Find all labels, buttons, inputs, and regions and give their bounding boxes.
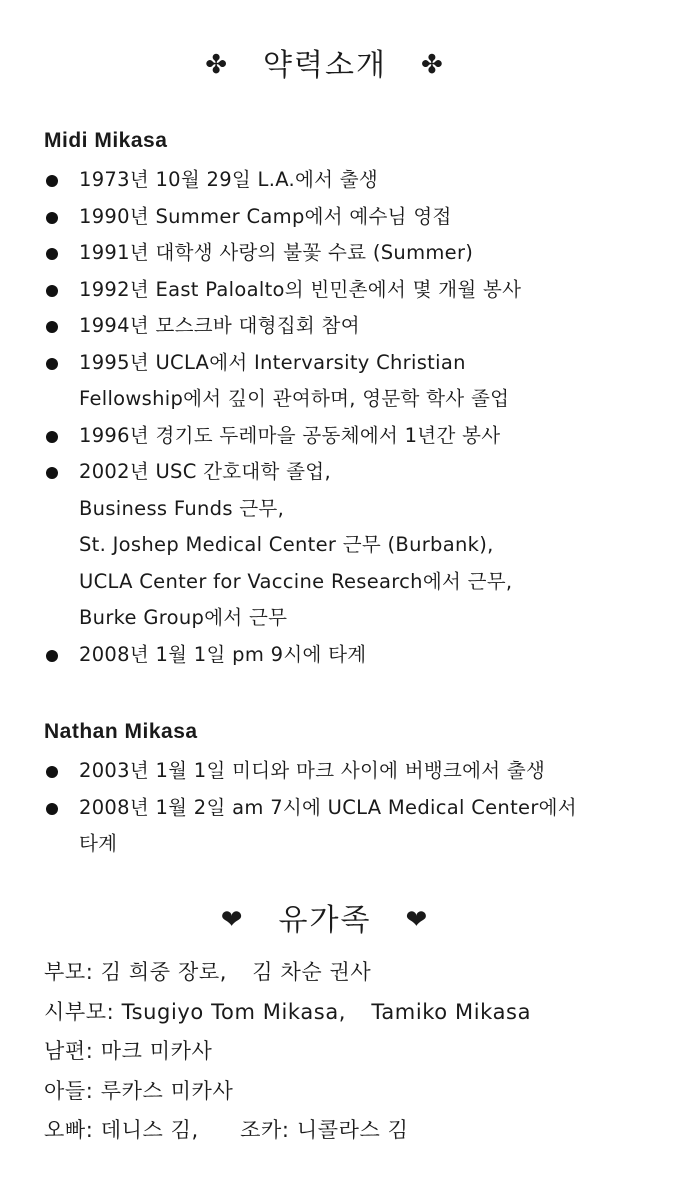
timeline-item-text: 1990년 Summer Camp에서 예수님 영접 <box>79 204 452 228</box>
biography-heading <box>0 40 650 84</box>
timeline-item <box>44 637 664 674</box>
timeline-item-text: 1991년 대학생 사랑의 불꽃 수료 (Summer) <box>79 241 474 264</box>
family-member: 니콜라스 김 <box>296 1118 409 1142</box>
family-member: 김 차순 권사 <box>252 960 372 984</box>
timeline-item-text: 1973년 10월 29일 L.A.에서 출생 <box>79 168 379 191</box>
family-label: 아들: <box>44 1078 94 1103</box>
timeline-item <box>44 753 664 790</box>
family-label: 오빠: <box>44 1118 94 1142</box>
midi-timeline-list <box>44 162 664 673</box>
bullet-icon <box>46 650 58 662</box>
timeline-item-text: 1995년 UCLA에서 Intervarsity Christian <box>79 350 466 374</box>
family-row-in-laws <box>44 993 531 1033</box>
timeline-item <box>44 308 664 345</box>
person-name-midi: Midi Mikasa <box>44 129 168 152</box>
bullet-icon <box>46 212 58 224</box>
timeline-item-text: 1994년 모스크바 대형집회 참여 <box>79 314 360 337</box>
timeline-item-text: 2003년 1월 1일 미디와 마크 사이에 버뱅크에서 출생 <box>79 759 546 782</box>
timeline-item-text: Business Funds 근무, <box>79 496 285 520</box>
family-row-son <box>44 1072 531 1112</box>
family-row-husband <box>44 1032 531 1072</box>
timeline-item-text: 1992년 East Paloalto의 빈민촌에서 몇 개월 봉사 <box>79 277 522 301</box>
family-member: Tamiko Mikasa <box>371 999 532 1024</box>
surviving-family-list <box>44 953 531 1151</box>
clover-ornament-icon: ✤ <box>420 50 445 80</box>
bullet-icon <box>46 467 58 479</box>
timeline-item-text: Burke Group에서 근무 <box>79 606 288 629</box>
timeline-item <box>44 162 664 199</box>
heart-ornament-icon: ❤ <box>220 905 245 935</box>
family-label: 조카: <box>240 1118 290 1142</box>
family-member: 루카스 미카사 <box>100 1078 234 1103</box>
family-row-brother-nephew <box>44 1111 531 1151</box>
timeline-item-text: 2008년 1월 1일 pm 9시에 타계 <box>79 642 367 666</box>
timeline-item <box>44 790 664 863</box>
bullet-icon <box>46 358 58 370</box>
family-heading <box>0 895 650 939</box>
family-title: 유가족 <box>278 903 372 938</box>
timeline-item-text: 2008년 1월 2일 am 7시에 UCLA Medical Center에서 <box>79 795 577 819</box>
bullet-icon <box>46 803 58 815</box>
family-member: 데니스 김, <box>100 1118 199 1142</box>
bullet-icon <box>46 431 58 443</box>
bullet-icon <box>46 321 58 333</box>
timeline-item <box>44 235 664 272</box>
timeline-item <box>44 418 664 455</box>
timeline-item <box>44 199 664 236</box>
timeline-item-text: 1996년 경기도 두레마을 공동체에서 1년간 봉사 <box>79 423 501 447</box>
heart-ornament-icon: ❤ <box>405 905 430 935</box>
family-row-parents <box>44 953 531 993</box>
family-member: 김 희중 장로, <box>100 960 227 984</box>
timeline-item-text: UCLA Center for Vaccine Research에서 근무, <box>79 569 513 593</box>
person-name-nathan: Nathan Mikasa <box>44 720 198 743</box>
family-label: 시부모: <box>44 999 115 1024</box>
bullet-icon <box>46 766 58 778</box>
family-member: Tsugiyo Tom Mikasa, <box>121 999 347 1024</box>
timeline-item-text: St. Joshep Medical Center 근무 (Burbank), <box>79 533 494 556</box>
timeline-item-text: 타계 <box>79 832 118 855</box>
biography-title: 약력소개 <box>263 48 387 83</box>
family-label: 남편: <box>44 1039 94 1063</box>
timeline-item <box>44 345 664 418</box>
timeline-item-text: Fellowship에서 깊이 관여하며, 영문학 학사 졸업 <box>79 387 510 410</box>
timeline-item <box>44 272 664 309</box>
clover-ornament-icon: ✤ <box>205 50 230 80</box>
bullet-icon <box>46 175 58 187</box>
family-label: 부모: <box>44 960 94 984</box>
timeline-item <box>44 454 664 637</box>
family-member: 마크 미카사 <box>100 1039 213 1063</box>
bullet-icon <box>46 248 58 260</box>
nathan-timeline-list <box>44 753 664 863</box>
timeline-item-text: 2002년 USC 간호대학 졸업, <box>79 460 331 483</box>
bullet-icon <box>46 285 58 297</box>
